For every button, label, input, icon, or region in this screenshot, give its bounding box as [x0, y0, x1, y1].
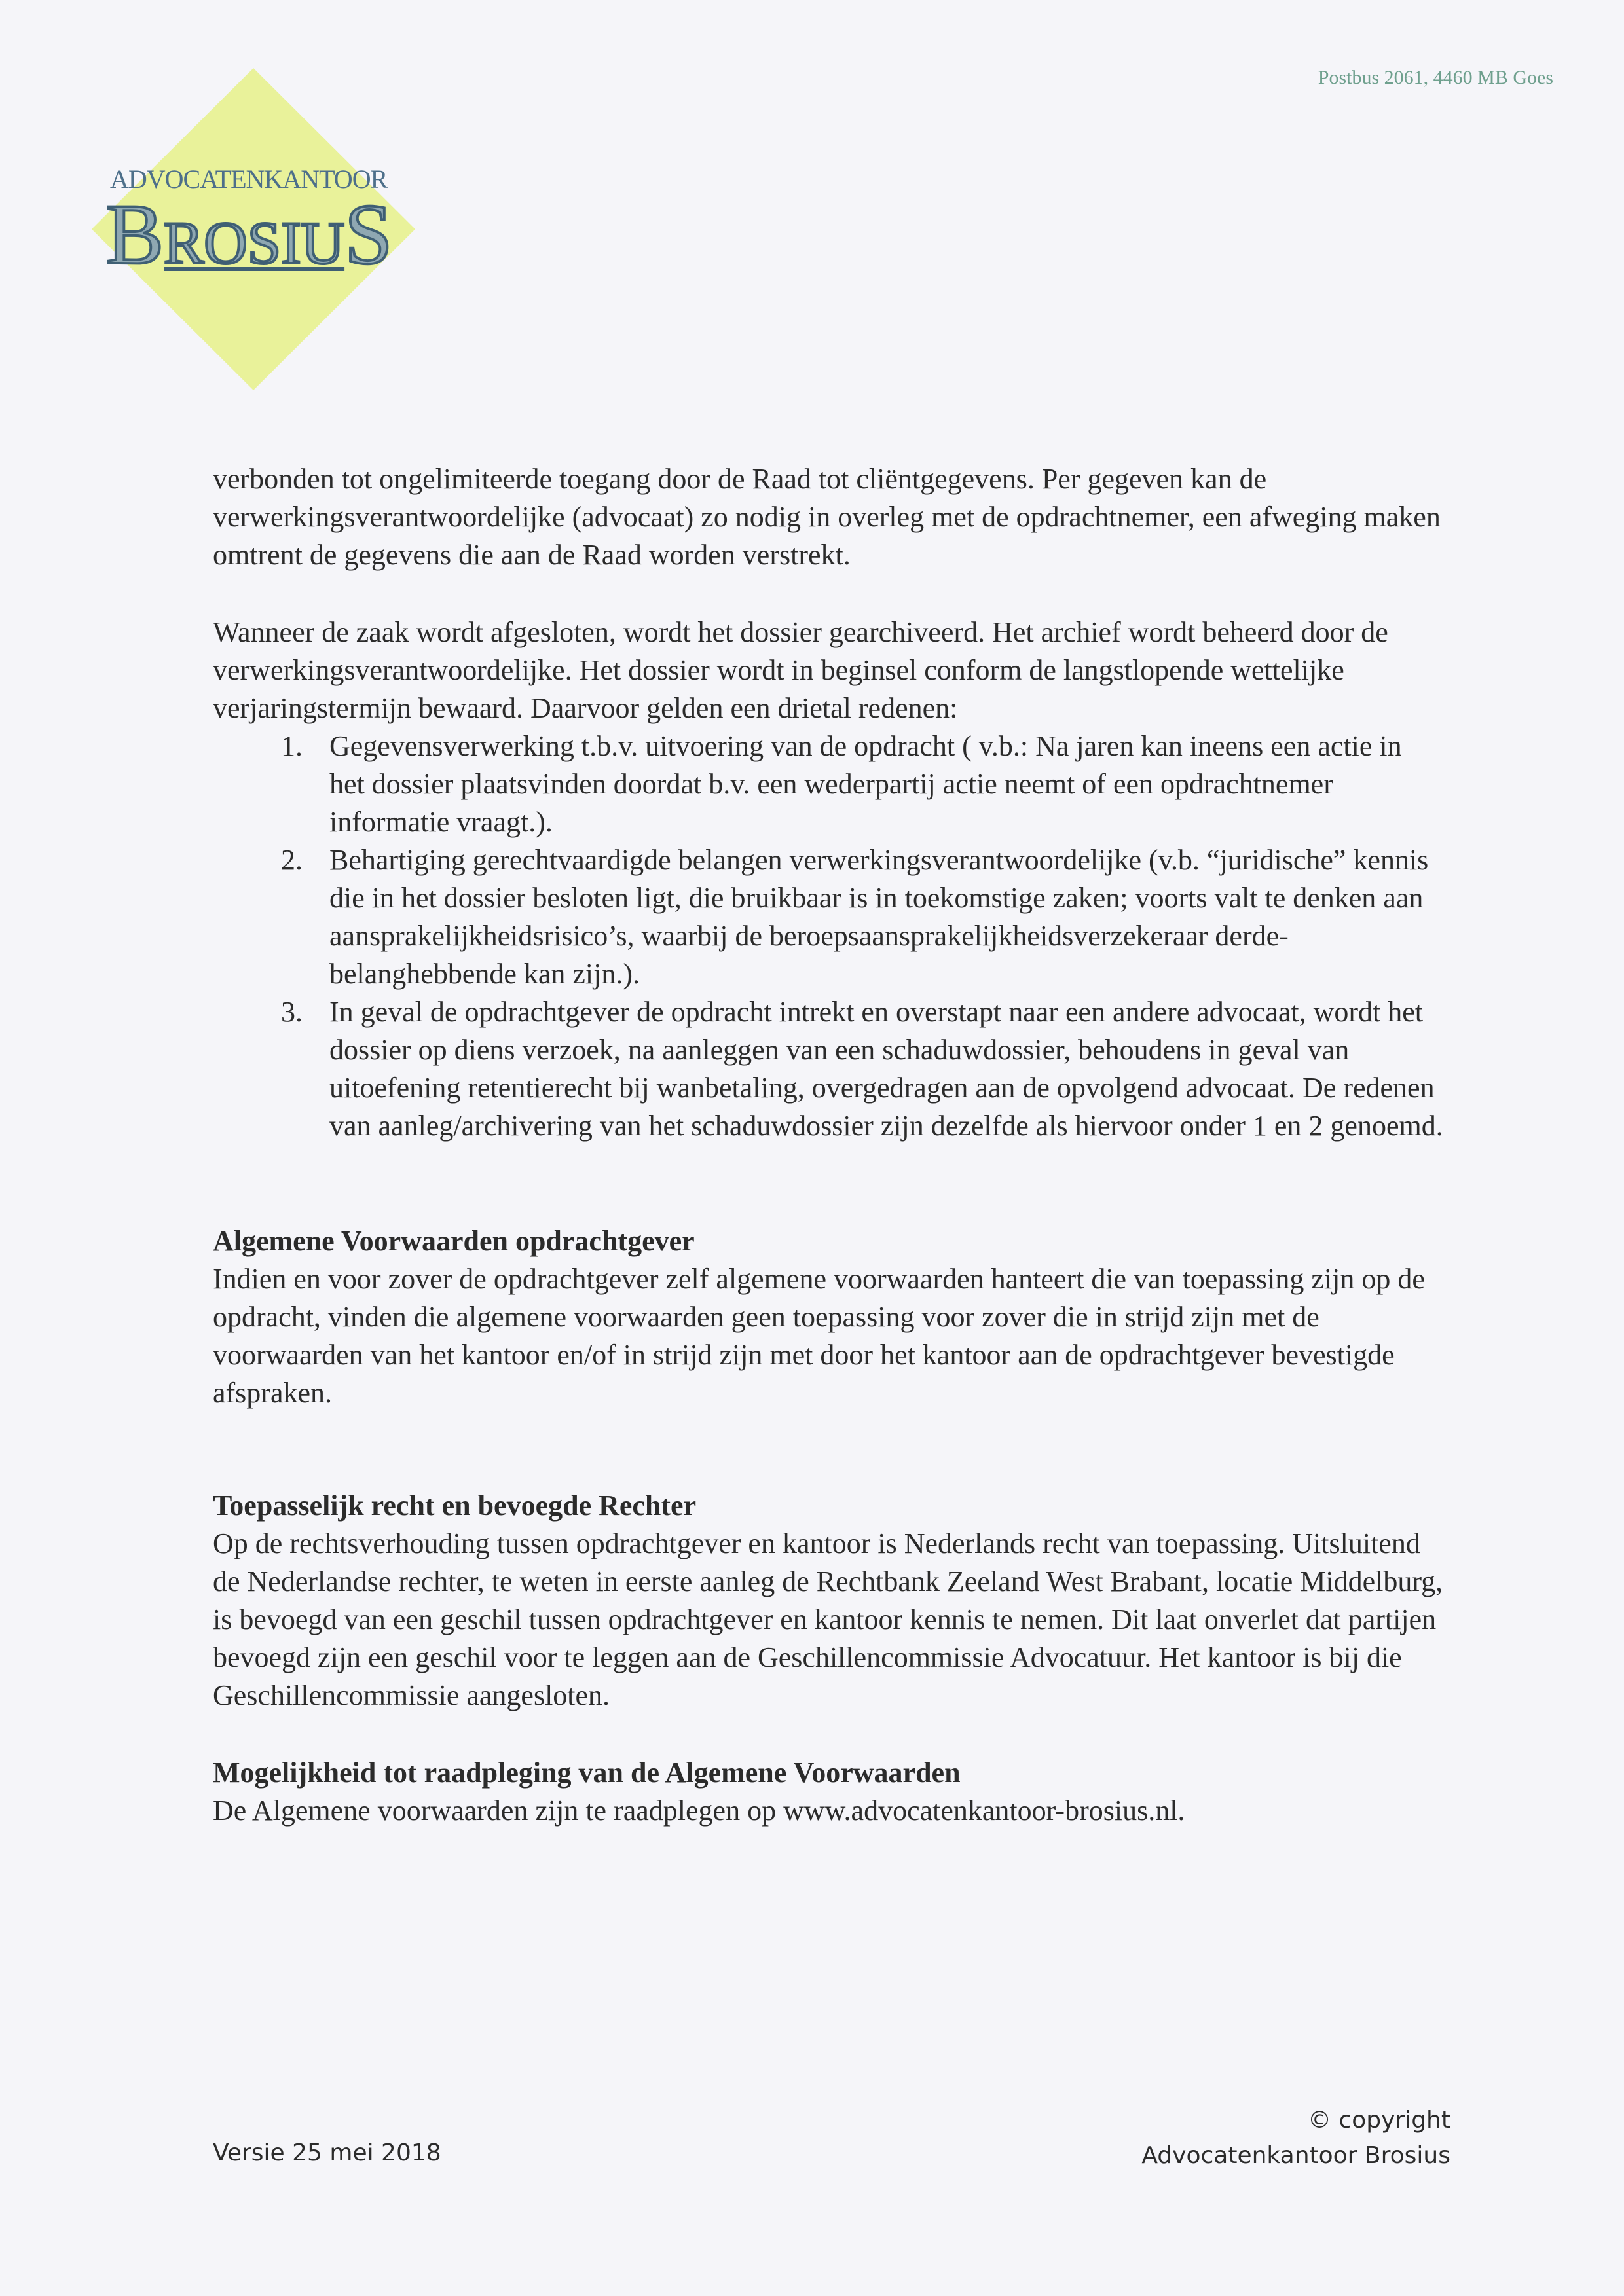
logo-initial: B: [106, 186, 164, 282]
logo-name-middle: ROSIU: [164, 210, 345, 276]
copyright-owner: Advocatenkantoor Brosius: [1141, 2142, 1450, 2169]
logo-firm-type: ADVOCATENKANTOOR: [110, 164, 388, 194]
paragraph-continuation: verbonden tot ongelimiteerde toegang door de Raad tot cliëntgegevens. Per gegeven kan de verwerkingsverantwoordelijke (advocaat) zo nodig in overleg met de opdrachtnemer, een afweging maken omtrent de gegevens die aan de Raad worden verstrekt.: [213, 463, 1441, 571]
company-logo: [92, 65, 419, 393]
section-text-general-terms: Indien en voor zover de opdrachtgever zelf algemene voorwaarden hanteert die van toepassing zijn op de opdracht, vinden die algemene voorwaarden geen toepassing voor zover die in strijd zijn met de voorwaarden van het kantoor en/of in strijd zijn met door het kantoor aan de opdrachtgever bevestigde afspraken.: [213, 1263, 1425, 1409]
reasons-list: [213, 727, 1444, 1145]
copyright-notice: [1141, 2103, 1450, 2174]
postal-address: Postbus 2061, 4460 MB Goes: [1318, 67, 1553, 88]
logo-final: S: [344, 186, 393, 282]
list-item: 2. Behartiging gerechtvaardigde belangen verwerkingsverantwoordelijke (v.b. “juridische” kennis die in het dossier besloten ligt, die bruikbaar is in toekomstige zaken; voorts valt te denken aan aansprakelijkheidsrisico’s, waarbij de beroepsaansprakelijkheidsverzekeraar derde-belanghebbende kan zijn.).: [310, 841, 1444, 993]
section-title-general-terms: Algemene Voorwaarden opdrachtgever: [213, 1225, 695, 1257]
copyright-line: © copyright: [1307, 2107, 1450, 2134]
logo-firm-name: [106, 186, 393, 289]
list-item: 1. Gegevensverwerking t.b.v. uitvoering van de opdracht ( v.b.: Na jaren kan ineens een actie in het dossier plaatsvinden doordat b.v. een wederpartij actie neemt of een opdrachtnemer informatie vraagt.).: [310, 727, 1444, 841]
section-text-applicable-law: Op de rechtsverhouding tussen opdrachtgever en kantoor is Nederlands recht van toepassing. Uitsluitend de Nederlandse rechter, te weten in eerste aanleg de Rechtbank Zeeland West Brabant, locatie Middelburg, is bevoegd van een geschil tussen opdrachtgever en kantoor kennis te nemen. Dit laat onverlet dat partijen bevoegd zijn een geschil voor te leggen aan de Geschillencommissie Advocatuur. Het kantoor is bij die Geschillencommissie aangesloten.: [213, 1527, 1443, 1711]
section-title-applicable-law: Toepasselijk recht en bevoegde Rechter: [213, 1489, 697, 1522]
section-text-consultation: De Algemene voorwaarden zijn te raadplegen op www.advocatenkantoor-brosius.nl.: [213, 1795, 1185, 1827]
paragraph-archiving: Wanneer de zaak wordt afgesloten, wordt het dossier gearchiveerd. Het archief wordt beheerd door de verwerkingsverantwoordelijke. Het dossier wordt in beginsel conform de langstlopende wettelijke verjaringstermijn bewaard. Daarvoor gelden een drietal redenen:: [213, 616, 1388, 724]
section-title-consultation: Mogelijkheid tot raadpleging van de Algemene Voorwaarden: [213, 1757, 961, 1789]
letter-body: [213, 460, 1444, 1830]
version-label: Versie 25 mei 2018: [213, 2140, 441, 2166]
list-item: 3. In geval de opdrachtgever de opdracht intrekt en overstapt naar een andere advocaat, wordt het dossier op diens verzoek, na aanleggen van een schaduwdossier, behoudens in geval van uitoefening retentierecht bij wanbetaling, overgedragen aan de opvolgend advocaat. De redenen van aanleg/archivering van het schaduwdossier zijn dezelfde als hiervoor onder 1 en 2 genoemd.: [310, 993, 1444, 1145]
